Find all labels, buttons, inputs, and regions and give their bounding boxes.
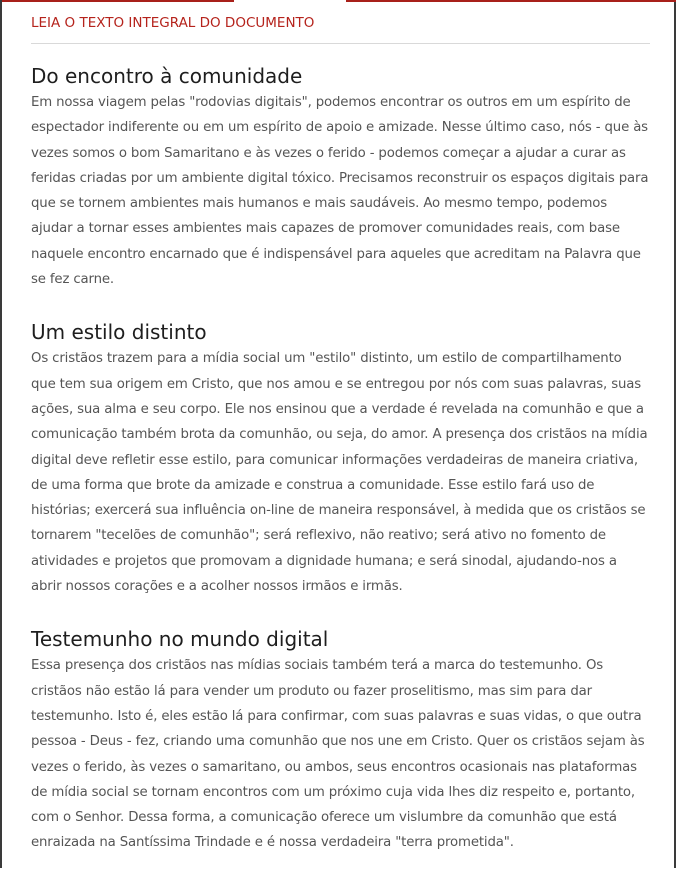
header-divider (31, 43, 650, 44)
read-full-document-link[interactable]: LEIA O TEXTO INTEGRAL DO DOCUMENTO (31, 15, 315, 31)
section-body: Essa presença dos cristãos nas mídias sociais também terá a marca do testemunho. Os cristãos não estão lá para vender um produto ou fazer proselitismo, mas sim para dar testemunho. Isto é, eles estão lá para confirmar, com suas palavras e suas vidas, o que outra pessoa - Deus - fez, criando uma comunhão que nos une em Cristo. Quer os cristãos sejam às vezes o ferido, às vezes o samaritano, ou ambos, seus encontros ocasionais nas plataformas de mídia social se tornam encontros com um próximo cuja vida lhes diz respeito e, portanto, com o Senhor. Dessa forma, a comunicação oferece um vislumbre da comunhão que está enraizada na Santíssima Trindade e é nossa verdadeira "terra prometida". (31, 658, 645, 851)
article-content (31, 62, 650, 882)
top-accent-strip-left (2, 0, 234, 2)
section-body: Em nossa viagem pelas "rodovias digitais", podemos encontrar os outros em um espírito de espectador indiferente ou em um espírito de apoio e amizade. Nesse último caso, nós - que às vezes somos o bom Samaritano e às vezes o ferido - podemos começar a ajudar a curar as feridas criadas por um ambiente digital tóxico. Precisamos reconstruir os espaços digitais para que se tornem ambientes mais humanos e mais saudáveis. Ao mesmo tempo, podemos ajudar a tornar esses ambientes mais capazes de promover comunidades reais, com base naquele encontro encarnado que é indispensável para aqueles que acreditam na Palavra que se fez carne. (31, 95, 649, 288)
section-body: Os cristãos trazem para a mídia social um "estilo" distinto, um estilo de compartilhamento que tem sua origem em Cristo, que nos amou e se entregou por nós com suas palavras, suas ações, sua alma e seu corpo. Ele nos ensinou que a verdade é revelada na comunhão e que a comunicação também brota da comunhão, ou seja, do amor. A presença dos cristãos na mídia digital deve refletir esse estilo, para comunicar informações verdadeiras de maneira criativa, de uma forma que brote da amizade e construa a comunidade. Esse estilo fará uso de histórias; exercerá sua influência on-line de maneira responsável, à medida que os cristãos se tornarem "tecelões de comunhão"; será reflexivo, não reativo; será ativo no fomento de atividades e projetos que promovam a dignidade humana; e será sinodal, ajudando-nos a abrir nossos corações e a acolher nossos irmãos e irmãs. (31, 351, 648, 595)
section-encounter-to-community (31, 62, 650, 292)
section-title: Do encontro à comunidade (31, 64, 303, 88)
top-accent-strip-right (346, 0, 676, 2)
section-digital-witness (31, 625, 650, 855)
section-title: Um estilo distinto (31, 320, 207, 345)
section-distinct-style (31, 318, 650, 599)
section-title: Testemunho no mundo digital (31, 627, 329, 652)
